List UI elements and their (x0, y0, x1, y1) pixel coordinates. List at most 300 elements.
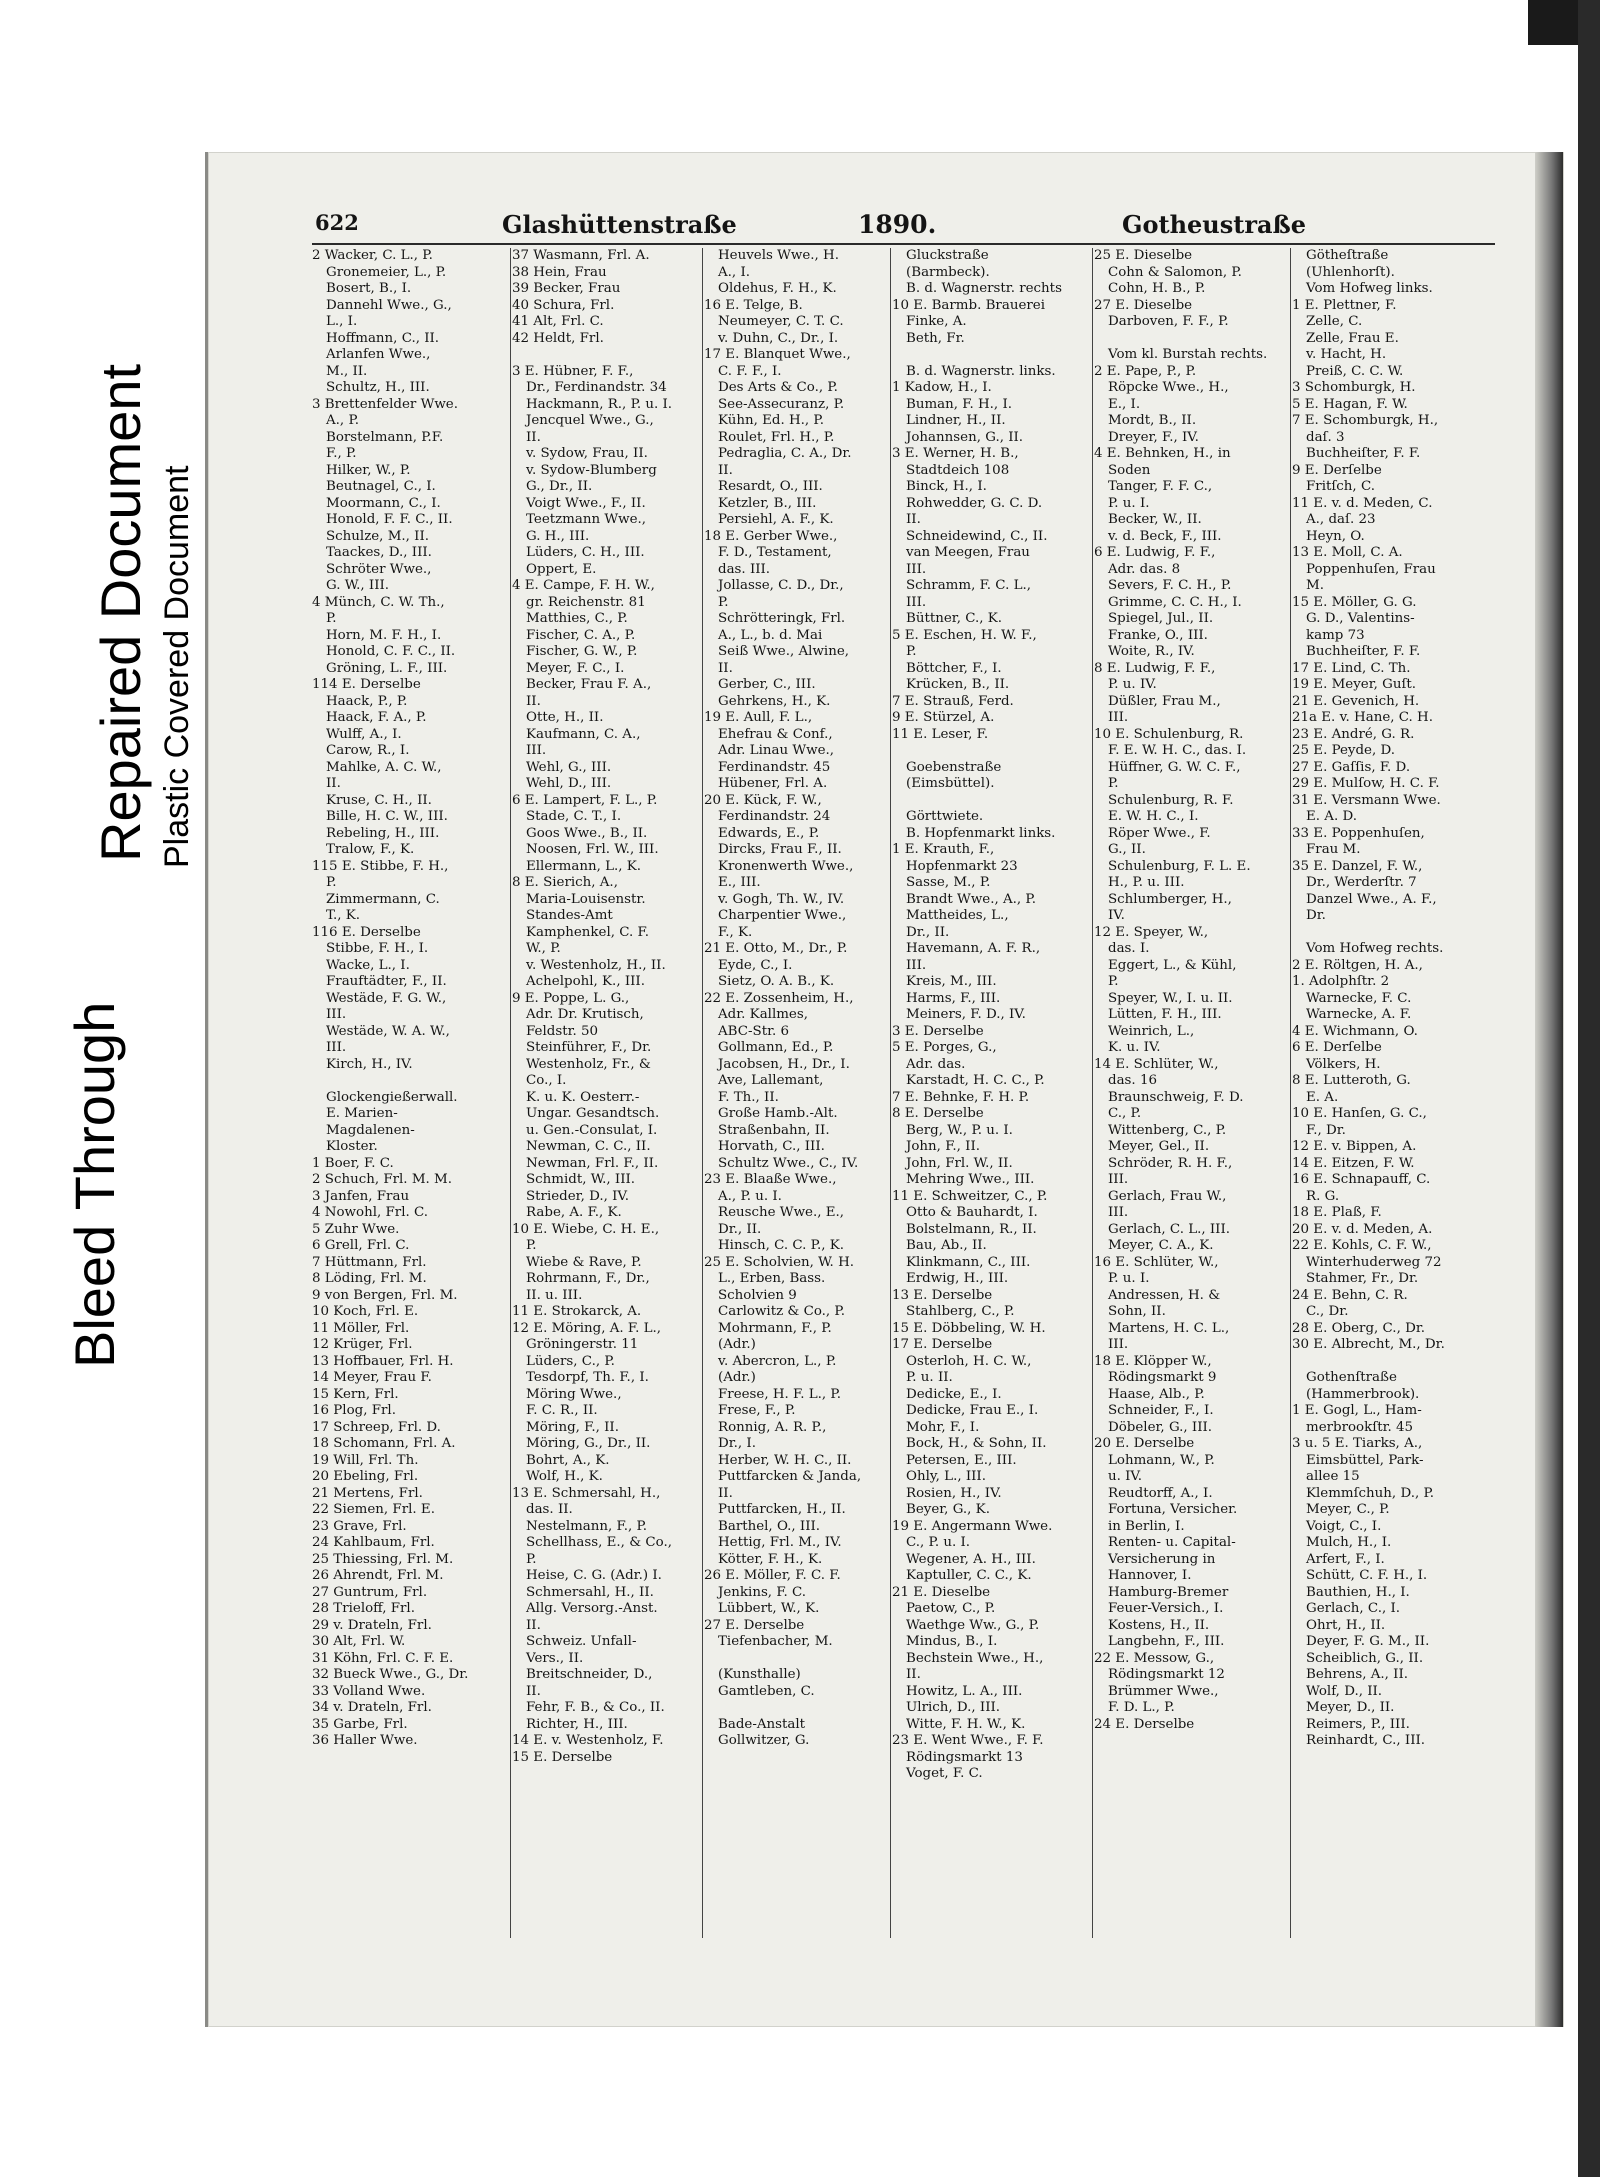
directory-column-4 (892, 248, 1092, 1783)
directory-line: Feuer-Versich., I. (1108, 1601, 1224, 1616)
directory-line: Bock, H., & Sohn, II. (906, 1436, 1047, 1451)
directory-line: 28 Trieloff, Frl. (312, 1601, 415, 1616)
scan-edge-right (1578, 0, 1600, 2177)
directory-line: 21a E. v. Hane, C. H. (1292, 710, 1433, 725)
directory-line: Schulenburg, F. L. E. (1108, 858, 1251, 874)
directory-line: Eggert, L., & Kühl, (1108, 957, 1237, 973)
directory-column-2 (512, 248, 702, 1766)
directory-line: Mehring Wwe., III. (906, 1172, 1035, 1187)
directory-line: Bau, Ab., II. (906, 1238, 987, 1253)
directory-line: 31 Köhn, Frl. C. F. E. (312, 1650, 454, 1666)
directory-line: Mordt, B., II. (1108, 413, 1197, 428)
directory-line: 16 E. Schnapauff, C. (1292, 1172, 1431, 1187)
directory-line: Scholvien 9 (718, 1287, 797, 1303)
directory-line: Spiegel, Jul., II. (1108, 611, 1214, 626)
directory-line: E. W. H. C., I. (1108, 809, 1199, 824)
directory-line: 29 v. Drateln, Frl. (312, 1617, 432, 1633)
directory-line: F. D., Testament, (718, 545, 832, 560)
directory-line: 2 E. Röltgen, H. A., (1292, 957, 1423, 973)
directory-line: P. (1108, 776, 1119, 791)
directory-line: Kötter, F. H., K. (718, 1551, 823, 1567)
directory-line: 22 E. Messow, G., (1094, 1650, 1215, 1666)
directory-line: Schröder, R. H. F., (1108, 1155, 1233, 1171)
directory-line: Honold, C. F. C., II. (326, 644, 456, 659)
directory-line: Möring, G., Dr., II. (526, 1436, 651, 1451)
directory-line: 36 Haller Wwe. (312, 1733, 418, 1748)
directory-line: 22 E. Zossenheim, H., (704, 990, 854, 1006)
directory-line: Gröningerstr. 11 (526, 1337, 639, 1352)
directory-line: Reudtorff, A., I. (1108, 1485, 1213, 1501)
directory-line: 14 E. Eitzen, F. W. (1292, 1155, 1415, 1171)
directory-line: P. (1108, 974, 1119, 989)
page-number: 622 (315, 210, 359, 235)
directory-line: 8 E. Derselbe (892, 1106, 984, 1121)
directory-line: Heyn, O. (1306, 528, 1365, 544)
directory-line: Mindus, B., I. (906, 1634, 998, 1649)
repaired-document-label: Repaired Document (89, 363, 152, 862)
directory-line: See-Assecuranz, P. (718, 396, 845, 412)
directory-line: 23 E. Blaaße Wwe., (704, 1172, 837, 1187)
directory-line: P. (526, 1551, 537, 1567)
directory-line: Lütten, F. H., III. (1108, 1007, 1222, 1022)
directory-line: Ehefrau & Conf., (718, 726, 833, 742)
directory-line: 3 Schomburgk, H. (1292, 380, 1416, 395)
directory-line: Gamtleben, C. (718, 1683, 815, 1699)
directory-line: Moormann, C., I. (326, 495, 441, 511)
directory-line: 9 E. Poppe, L. G., (512, 990, 630, 1006)
directory-line: Vom Hofweg links. (1306, 281, 1433, 296)
directory-line (1094, 331, 1290, 348)
directory-line: Beth, Fr. (906, 330, 965, 346)
directory-line: Schmidt, W., III. (526, 1172, 636, 1187)
directory-line: Feldstr. 50 (526, 1023, 599, 1039)
directory-line: Kirch, H., IV. (326, 1056, 413, 1072)
directory-line: Bauthien, H., I. (1306, 1584, 1410, 1600)
directory-line: Des Arts & Co., P. (718, 380, 838, 395)
directory-line: 39 Becker, Frau (512, 281, 621, 296)
directory-line: Poppenhuſen, Frau (1306, 561, 1436, 577)
directory-line: Strieder, D., IV. (526, 1188, 630, 1204)
directory-line: in Berlin, I. (1108, 1518, 1185, 1534)
directory-line: (Hammerbrook). (1306, 1386, 1420, 1402)
directory-line: 27 E. Dieselbe (1094, 297, 1193, 313)
directory-line: Wegener, A. H., III. (906, 1551, 1036, 1567)
directory-line: Rödingsmarkt 12 (1108, 1667, 1225, 1682)
directory-line: F. D. L., P. (1108, 1700, 1175, 1715)
directory-line: Gröning, L. F., III. (326, 660, 448, 676)
directory-line: Rohwedder, G. C. D. (906, 495, 1043, 511)
directory-column-6 (1292, 248, 1496, 1750)
directory-line: Warnecke, F. C. (1306, 990, 1412, 1006)
directory-line: 32 Bueck Wwe., G., Dr. (312, 1667, 469, 1682)
directory-line: Standes-Amt (526, 908, 613, 923)
directory-line: ABC-Str. 6 (718, 1023, 790, 1039)
directory-line: Fischer, C. A., P. (526, 627, 636, 643)
directory-line: Stahmer, Fr., Dr. (1306, 1271, 1419, 1286)
directory-line: Wulff, A., I. (326, 726, 402, 742)
directory-line: Brümmer Wwe., (1108, 1683, 1219, 1699)
directory-line: Teetzmann Wwe., (526, 512, 647, 527)
directory-line: II. (526, 429, 541, 445)
directory-line: Ellermann, L., K. (526, 858, 642, 874)
directory-line: P. (718, 594, 729, 610)
directory-line (704, 1700, 890, 1717)
directory-line: Sasse, M., P. (906, 875, 991, 890)
directory-line: Carow, R., I. (326, 743, 410, 758)
directory-line: Gluckstraße (906, 248, 989, 263)
directory-line: Adr. das. 8 (1108, 561, 1181, 577)
directory-line: Carlowitz & Co., P. (718, 1304, 845, 1319)
directory-line: III. (1108, 1172, 1129, 1187)
directory-line: 23 Grave, Frl. (312, 1518, 407, 1534)
directory-line: Wolf, H., K. (526, 1469, 603, 1484)
directory-line: II. (906, 1667, 921, 1682)
running-head-left: Glashüttenstraße (502, 210, 737, 239)
directory-line: Tesdorpf, Th. F., I. (526, 1370, 649, 1385)
directory-line: 25 E. Peyde, D. (1292, 743, 1396, 758)
directory-line: Edwards, E., P. (718, 825, 820, 841)
directory-line: 5 E. Eschen, H. W. F., (892, 627, 1037, 643)
directory-line: P. (526, 1238, 537, 1253)
directory-line: E., III. (718, 875, 761, 890)
directory-line: 10 E. Schulenburg, R. (1094, 726, 1244, 742)
directory-line: 21 E. Gevenich, H. (1292, 693, 1420, 709)
directory-line: Schulenburg, R. F. (1108, 792, 1234, 808)
directory-line: Breitschneider, D., (526, 1667, 653, 1682)
directory-line: 30 E. Albrecht, M., Dr. (1292, 1337, 1445, 1352)
directory-line: Freese, H. F. L., P. (718, 1386, 841, 1402)
directory-column-1 (312, 248, 510, 1750)
directory-line: B. d. Wagnerstr. rechts (906, 281, 1062, 296)
directory-line: 5 E. Porges, G., (892, 1040, 997, 1055)
directory-line: 2 E. Pape, P., P. (1094, 363, 1197, 379)
directory-line: Götheſtraße (1306, 248, 1389, 263)
directory-line: Cohn & Salomon, P. (1108, 264, 1242, 280)
directory-line: Becker, W., II. (1108, 512, 1202, 527)
directory-line: Winterhuderweg 72 (1306, 1254, 1442, 1270)
directory-line: Rebeling, H., III. (326, 825, 440, 841)
directory-line: Ferdinandstr. 24 (718, 809, 831, 824)
directory-line (704, 1651, 890, 1668)
directory-line: Schrötteringk, Frl. (718, 611, 846, 626)
directory-line: G. W., III. (326, 578, 390, 593)
directory-line: Völkers, H. (1306, 1056, 1381, 1072)
directory-line: 1 E. Gogl, L., Ham- (1292, 1403, 1422, 1418)
directory-line: 13 Hoffbauer, Frl. H. (312, 1353, 454, 1369)
directory-line: 12 E. v. Bippen, A. (1292, 1139, 1417, 1154)
directory-line: Schellhass, E., & Co., (526, 1535, 672, 1550)
directory-line: Havemann, A. F. R., (906, 941, 1041, 956)
directory-line: Gollwitzer, G. (718, 1733, 810, 1748)
directory-line: A., L., b. d. Mai (718, 627, 823, 643)
directory-line: Steinführer, F., Dr. (526, 1040, 652, 1055)
directory-line: Osterloh, H. C. W., (906, 1353, 1032, 1369)
directory-line: III. (906, 957, 927, 973)
directory-line: 35 E. Danzel, F. W., (1292, 858, 1423, 874)
directory-line: Hübener, Frl. A. (718, 776, 828, 791)
directory-line: III. (1108, 1205, 1129, 1220)
directory-line: II. (326, 776, 341, 791)
directory-line: III. (906, 594, 927, 610)
directory-line: v. Duhn, C., Dr., I. (718, 330, 839, 346)
directory-line: 9 E. Derſelbe (1292, 462, 1382, 478)
directory-line: 38 Hein, Frau (512, 264, 607, 280)
directory-line: Zelle, C. (1306, 314, 1363, 329)
directory-line: C. F. F., I. (718, 363, 782, 379)
directory-line: Hüffner, G. W. C. F., (1108, 759, 1241, 775)
directory-line: III. (1108, 1337, 1129, 1352)
directory-line: E. A. D. (1306, 809, 1357, 824)
directory-line: Voigt Wwe., F., II. (526, 495, 646, 511)
directory-line: 18 E. Gerber Wwe., (704, 528, 838, 544)
directory-line: B. d. Wagnerstr. links. (906, 363, 1056, 379)
directory-line: F., Dr. (1306, 1122, 1346, 1138)
directory-line: 24 E. Behn, C. R. (1292, 1287, 1408, 1303)
directory-line: 25 E. Scholvien, W. H. (704, 1254, 855, 1270)
directory-line: 41 Alt, Frl. C. (512, 314, 604, 329)
directory-line: E., I. (1108, 396, 1141, 412)
directory-line: Gollmann, Ed., P. (718, 1040, 834, 1055)
directory-line: Röper Wwe., F. (1108, 825, 1211, 841)
directory-line: 2 Wacker, C. L., P. (312, 248, 433, 263)
directory-line: das. I. (1108, 941, 1150, 956)
directory-line: Kostens, H., II. (1108, 1617, 1210, 1633)
directory-line: das. III. (718, 561, 771, 577)
directory-line: E. A. (1306, 1089, 1339, 1105)
directory-line: Möring Wwe., (526, 1386, 622, 1402)
directory-line: Mohr, F., I. (906, 1419, 980, 1435)
directory-line: Puttfarcken, H., II. (718, 1502, 846, 1517)
directory-line: 10 Koch, Frl. E. (312, 1304, 419, 1319)
directory-line: Hackmann, R., P. u. I. (526, 396, 673, 412)
directory-line: 20 Ebeling, Frl. (312, 1469, 419, 1484)
directory-line: Zelle, Frau E. (1306, 330, 1399, 346)
directory-line: F. E. W. H. C., das. I. (1108, 743, 1247, 758)
directory-line: 10 E. Hanſen, G. C., (1292, 1106, 1427, 1121)
directory-line: Grimme, C. C. H., I. (1108, 594, 1242, 610)
directory-line: 23 E. Went Wwe., F. F. (892, 1733, 1044, 1748)
directory-line: Schneidewind, C., II. (906, 528, 1048, 544)
directory-line: 15 E. Derselbe (512, 1749, 613, 1765)
page-binding-shadow (1535, 152, 1563, 2027)
directory-line: 9 E. Stürzel, A. (892, 710, 995, 725)
directory-line: 16 E. Telge, B. (704, 297, 803, 313)
directory-line: Reimers, P., III. (1306, 1716, 1410, 1732)
directory-line: Jollasse, C. D., Dr., (718, 578, 844, 593)
directory-line: B. Hopfenmarkt links. (906, 825, 1056, 841)
directory-line: Adr. Kallmes, (718, 1007, 808, 1022)
directory-line: u. Gen.-Consulat, I. (526, 1122, 658, 1138)
directory-line: Otto & Bauhardt, I. (906, 1205, 1038, 1220)
directory-line: F., P. (326, 446, 357, 461)
directory-line: 10 E. Barmb. Brauerei (892, 297, 1045, 313)
directory-line: Meyer, C., P. (1306, 1502, 1390, 1517)
directory-line: Gronemeier, L., P. (326, 264, 447, 280)
directory-line: Otte, H., II. (526, 710, 604, 725)
directory-line: Dr., Werderſtr. 7 (1306, 875, 1417, 890)
running-head-year: 1890. (858, 210, 937, 239)
directory-line: Becker, Frau F. A., (526, 677, 652, 692)
directory-line: Gothenſtraße (1306, 1370, 1397, 1385)
directory-column-5 (1094, 248, 1290, 1733)
directory-line: Co., I. (526, 1073, 567, 1088)
directory-line: Weinrich, L., (1108, 1023, 1195, 1039)
directory-line: Fischer, G. W., P. (526, 644, 638, 659)
directory-line: Röpcke Wwe., H., (1108, 380, 1229, 395)
directory-line: M., II. (326, 363, 368, 379)
directory-line: Vom kl. Burstah rechts. (1108, 347, 1268, 362)
directory-line: Oppert, E. (526, 561, 597, 577)
directory-line: 24 Kahlbaum, Frl. (312, 1535, 435, 1550)
directory-line: Kloster. (326, 1139, 378, 1154)
directory-line: Schlumberger, H., (1108, 891, 1232, 907)
directory-line: v. Gogh, Th. W., IV. (718, 891, 845, 907)
directory-line: Schröter Wwe., (326, 561, 432, 577)
directory-line: Seiß Wwe., Alwine, (718, 644, 850, 659)
directory-line: Newman, C. C., II. (526, 1139, 651, 1154)
directory-line: Meyer, C. A., K. (1108, 1238, 1214, 1253)
directory-line: 11 E. Schweitzer, C., P. (892, 1188, 1048, 1204)
directory-line: Horvath, C., III. (718, 1139, 825, 1154)
directory-line: Langbehn, F., III. (1108, 1634, 1225, 1649)
directory-line: v. Sydow-Blumberg (526, 462, 657, 478)
directory-line: Ferdinandstr. 45 (718, 759, 831, 775)
directory-line: Barthel, O., III. (718, 1518, 821, 1534)
directory-line: John, Frl. W., II. (906, 1155, 1013, 1171)
directory-line: Rosien, H., IV. (906, 1485, 1002, 1501)
directory-line: u. IV. (1108, 1469, 1143, 1484)
directory-line: Behrens, A., II. (1306, 1667, 1408, 1682)
directory-line: Schulze, M., II. (326, 528, 430, 544)
directory-column-3 (704, 248, 890, 1750)
directory-line: 114 E. Derselbe (312, 677, 421, 692)
directory-line: 20 E. v. d. Meden, A. (1292, 1221, 1433, 1237)
directory-line: 3 Janfen, Frau (312, 1188, 410, 1204)
directory-line: 11 E. Strokarck, A. (512, 1304, 642, 1319)
directory-line: Bade-Anstalt (718, 1716, 806, 1732)
directory-line: Borstelmann, P.F. (326, 429, 444, 445)
directory-line: Horn, M. F. H., I. (326, 627, 442, 643)
directory-line: Meiners, F. D., IV. (906, 1007, 1026, 1022)
directory-line: II. (718, 462, 733, 478)
directory-line: Möring, F., II. (526, 1419, 619, 1435)
directory-line: Kaptuller, C. C., K. (906, 1568, 1032, 1583)
directory-line: Fehr, F. B., & Co., II. (526, 1700, 665, 1715)
directory-line: Dannehl Wwe., G., (326, 297, 452, 313)
directory-line: Ketzler, B., III. (718, 495, 817, 511)
directory-line: H., P. u. III. (1108, 875, 1185, 890)
directory-line: Deyer, F. G. M., II. (1306, 1634, 1430, 1649)
directory-line: merbrookſtr. 45 (1306, 1419, 1414, 1435)
directory-line: 27 E. Derselbe (704, 1617, 805, 1633)
directory-line: Dr. (1306, 908, 1326, 923)
directory-line: P. u. IV. (1108, 677, 1157, 692)
directory-line (892, 793, 1092, 810)
directory-line: 30 Alt, Frl. W. (312, 1634, 406, 1649)
directory-line: 8 E. Lutteroth, G. (1292, 1073, 1411, 1088)
directory-line: Ave, Lallemant, (718, 1073, 824, 1088)
directory-line: Lohmann, W., P. (1108, 1452, 1215, 1468)
directory-line: das. II. (526, 1502, 573, 1517)
directory-line: Allg. Versorg.-Anst. (526, 1601, 658, 1616)
directory-line: 1 E. Krauth, F., (892, 842, 995, 857)
directory-line: 5 Zuhr Wwe. (312, 1221, 400, 1237)
directory-line: II. (526, 1617, 541, 1633)
directory-line: Hettig, Frl. M., IV. (718, 1535, 842, 1550)
directory-line: 10 E. Wiebe, C. H. E., (512, 1221, 660, 1237)
directory-line: Jacobsen, H., Dr., I. (718, 1056, 850, 1072)
directory-line: L., I. (326, 314, 358, 329)
directory-line: 21 E. Dieselbe (892, 1584, 991, 1600)
directory-line: Herber, W. H. C., II. (718, 1452, 852, 1468)
directory-line: Dedicke, E., I. (906, 1386, 1002, 1402)
directory-line: F., K. (718, 924, 753, 940)
directory-line: 33 Volland Wwe. (312, 1683, 426, 1699)
directory-line: 26 Ahrendt, Frl. M. (312, 1568, 444, 1583)
directory-line: C., P. u. I. (906, 1535, 971, 1550)
directory-line: v. Westenholz, H., II. (526, 957, 666, 973)
directory-line: 116 E. Derselbe (312, 924, 421, 940)
directory-line: van Meegen, Frau (906, 545, 1030, 560)
directory-line: 19 E. Meyer, Guſt. (1292, 677, 1417, 692)
directory-line: 17 E. Lind, C. Th. (1292, 660, 1411, 676)
directory-line: Frau M. (1306, 842, 1361, 857)
directory-line: 15 E. Möller, G. G. (1292, 594, 1417, 610)
directory-line: Oldehus, F. H., K. (718, 281, 837, 296)
directory-line: Martens, H. C. L., (1108, 1320, 1230, 1336)
directory-line: 4 E. Wichmann, O. (1292, 1023, 1418, 1039)
directory-line: Roulet, Frl. H., P. (718, 429, 835, 445)
directory-line: v. d. Beck, F., III. (1108, 528, 1222, 544)
directory-line: 34 v. Drateln, Frl. (312, 1700, 432, 1715)
directory-line: Hopfenmarkt 23 (906, 858, 1018, 874)
directory-line: Puttfarcken & Janda, (718, 1469, 862, 1484)
directory-line: 23 E. André, G. R. (1292, 726, 1415, 742)
directory-line: 11 E. Leser, F. (892, 726, 989, 742)
directory-line: Cohn, H. B., P. (1108, 281, 1206, 296)
directory-line: Darboven, F. F., P. (1108, 314, 1229, 329)
directory-line: P. (326, 875, 337, 890)
directory-line: Severs, F. C. H., P. (1108, 578, 1232, 593)
directory-line: Sohn, II. (1108, 1304, 1166, 1319)
directory-line: Voigt, C., I. (1306, 1518, 1382, 1534)
directory-line: 6 E. Derſelbe (1292, 1040, 1382, 1055)
directory-line: Buchheiſter, F. F. (1306, 644, 1421, 659)
directory-line: Reusche Wwe., E., (718, 1205, 845, 1220)
directory-line: 11 E. v. d. Meden, C. (1292, 495, 1433, 511)
directory-line: 8 Löding, Frl. M. (312, 1271, 427, 1286)
directory-line: Adr. das. (906, 1056, 966, 1072)
directory-line: Buchheiſter, F. F. (1306, 446, 1421, 461)
directory-line: 4 E. Campe, F. H. W., (512, 578, 655, 593)
directory-line: 16 Plog, Frl. (312, 1403, 396, 1418)
directory-line: 24 E. Derselbe (1094, 1716, 1195, 1732)
directory-line: 15 E. Döbbeling, W. H. (892, 1320, 1046, 1336)
directory-line: Dreyer, F., IV. (1108, 429, 1199, 445)
directory-line: Scheiblich, G., II. (1306, 1650, 1424, 1666)
directory-line: Haack, P., P. (326, 693, 408, 709)
directory-line: Brandt Wwe., A., P. (906, 891, 1036, 907)
directory-line: Lüders, C. H., III. (526, 545, 645, 560)
directory-line: Meyer, Gel., II. (1108, 1139, 1210, 1154)
directory-line: Schultz Wwe., C., IV. (718, 1155, 859, 1171)
directory-line: Stadtdeich 108 (906, 462, 1010, 478)
directory-line: R. G. (1306, 1188, 1340, 1204)
directory-line: kamp 73 (1306, 627, 1365, 643)
directory-line: G., Dr., II. (526, 479, 593, 494)
running-head-right: Gotheustraße (1122, 210, 1307, 239)
directory-line: 19 E. Angermann Wwe. (892, 1518, 1053, 1534)
